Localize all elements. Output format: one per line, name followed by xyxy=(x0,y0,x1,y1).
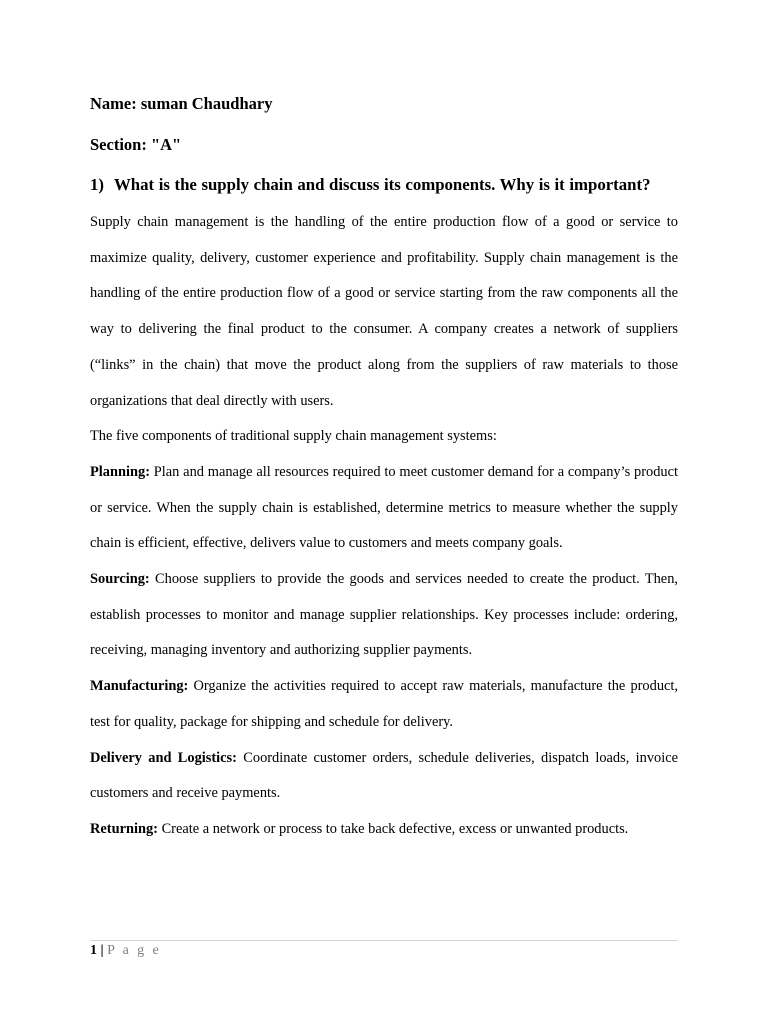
component-delivery-logistics xyxy=(90,741,678,812)
footer-divider xyxy=(90,940,678,941)
component-sourcing xyxy=(90,562,678,669)
component-text: Create a network or process to take back defective, excess or unwanted products. xyxy=(157,820,629,837)
component-planning xyxy=(90,455,678,562)
component-label: Returning: xyxy=(90,820,158,837)
intro-paragraph: Supply chain management is the handling of the entire production flow of a good or service to maximize quality, delivery, customer experience and profitability. Supply chain management is the handling of the entire production flow of a good or service starting from the raw components all the way to delivering the final product to the consumer. A company creates a network of suppliers (“links” in the chain) that move the product along from the suppliers of raw materials to those organizations that deal directly with users. xyxy=(90,214,678,409)
document-body xyxy=(90,92,678,848)
question-number: 1) xyxy=(90,175,104,194)
component-text: Choose suppliers to provide the goods and services needed to create the product. Then, establish processes to monitor and manage supplier relationships. Key processes include: ordering, receiving, managing inventory and authorizing supplier payments. xyxy=(90,571,678,659)
component-returning xyxy=(90,812,678,848)
page-label: P a g e xyxy=(107,943,162,958)
component-label: Planning: xyxy=(90,463,150,480)
question-text: What is the supply chain and discuss its components. Why is it important? xyxy=(114,175,651,194)
components-intro: The five components of traditional supply chain management systems: xyxy=(90,428,497,445)
component-manufacturing xyxy=(90,669,678,740)
component-label: Sourcing: xyxy=(90,571,150,588)
component-label: Delivery and Logistics: xyxy=(90,749,237,766)
question-heading xyxy=(90,173,678,197)
component-text: Coordinate customer orders, schedule deliveries, dispatch loads, invoice customers and receive payments. xyxy=(90,749,678,802)
component-text: Plan and manage all resources required to meet customer demand for a company’s product or service. When the supply chain is established, determine metrics to measure whether the supply chain is efficient, effective, delivers value to customers and meets company goals. xyxy=(90,463,678,552)
page-footer xyxy=(90,941,161,961)
footer-separator: | xyxy=(97,943,108,958)
section-label: Section: "A" xyxy=(90,135,182,154)
component-label: Manufacturing: xyxy=(90,678,189,695)
page-number: 1 xyxy=(90,943,97,958)
component-text: Organize the activities required to accept raw materials, manufacture the product, test for quality, package for shipping and schedule for delivery. xyxy=(90,678,678,730)
student-name: Name: suman Chaudhary xyxy=(90,94,273,113)
